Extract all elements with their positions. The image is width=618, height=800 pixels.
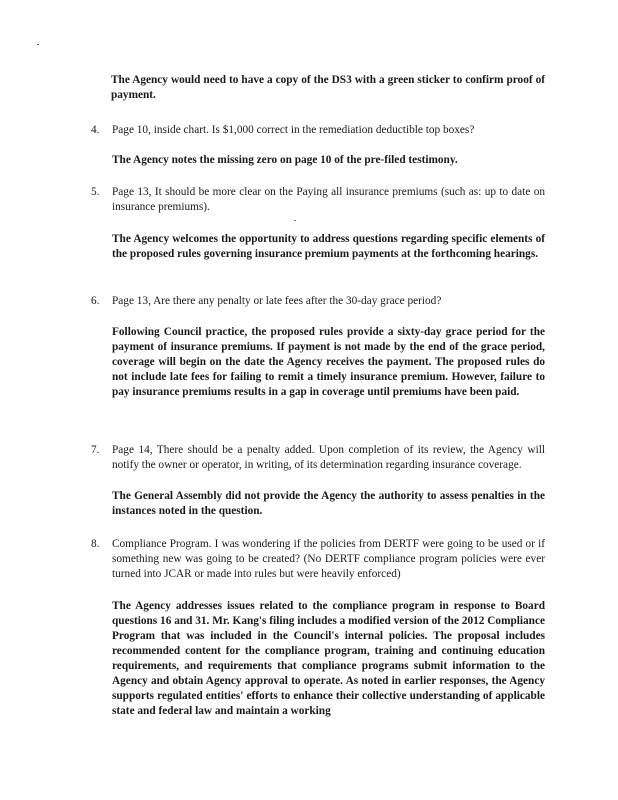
item-6-number: 6. (91, 295, 100, 307)
item-7-number: 7. (91, 444, 100, 456)
item-4-question: Page 10, inside chart. Is $1,000 correct in the remediation deductible top boxes? (112, 124, 475, 136)
item-5-number: 5. (91, 186, 100, 198)
item-8-answer: The Agency addresses issues related to the compliance program in response to Board questions 16 and 31. Mr. Kang's filing includes a modified version of the 2012 Compliance Program that was included in the Council's internal policies. The proposal includes recommended content for the compliance program, training and continuing education requirements, and requirements that compliance programs submit information to the Agency and obtain Agency approval to operate. As noted in earlier responses, the Agency supports regulated entities' efforts to enhance their collective understanding of applicable state and federal law and maintain a working (112, 600, 545, 717)
item-4-number: 4. (91, 124, 100, 136)
scan-mark (37, 44, 39, 45)
top-answer: The Agency would need to have a copy of the DS3 with a green sticker to confirm proof of payment. (111, 74, 545, 101)
item-5-answer: The Agency welcomes the opportunity to address questions regarding specific elements of the proposed rules governing insurance premium payments at the forthcoming hearings. (112, 233, 545, 260)
item-6-answer: Following Council practice, the proposed rules provide a sixty-day grace period for the payment of insurance premiums. If payment is not made by the end of the grace period, coverage will begin on the date the Agency receives the payment. The proposed rules do not include late fees for failing to remit a timely insurance premium. However, failure to pay insurance premiums results in a gap in coverage until premiums have been paid. (112, 326, 545, 398)
item-5-question: Page 13, It should be more clear on the Paying all insurance premiums (such as: up to date on insurance premiums). (112, 186, 545, 213)
item-8-number: 8. (91, 538, 100, 550)
item-7-question: Page 14, There should be a penalty added. Upon completion of its review, the Agency will notify the owner or operator, in writing, of its determination regarding insurance coverage. (112, 444, 545, 471)
item-7-answer: The General Assembly did not provide the Agency the authority to assess penalties in the instances noted in the question. (112, 490, 545, 517)
item-8-question: Compliance Program. I was wondering if the policies from DERTF were going to be used or if something new was going to be created? (No DERTF compliance program policies were ever turned into JCAR or made into rules but were heavily enforced) (112, 538, 545, 580)
scan-speck (294, 220, 296, 221)
item-6-question: Page 13, Are there any penalty or late fees after the 30-day grace period? (112, 295, 442, 307)
item-4-answer: The Agency notes the missing zero on page 10 of the pre-filed testimony. (112, 154, 458, 166)
